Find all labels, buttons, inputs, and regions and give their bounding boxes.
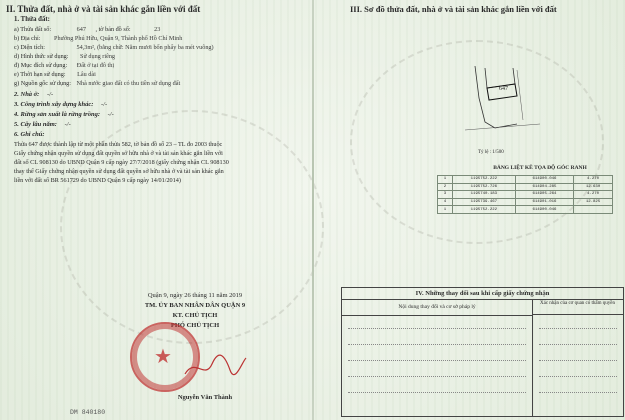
certificate-serial: DM 840180: [70, 409, 106, 416]
area-line: [14, 45, 214, 51]
blank-row-line: [539, 360, 617, 361]
usage-purpose-line: [14, 63, 114, 69]
usage-form-label: d) Hình thức sử dụng:: [14, 53, 69, 60]
forest-label: 4. Rừng sản xuất là rừng trồng:: [14, 111, 100, 118]
blank-row-line: [539, 376, 617, 377]
address-value: Phường Phú Hữu, Quận 9, Thành phố Hồ Chí Minh: [54, 35, 183, 42]
table-cell: 2: [438, 183, 453, 191]
area-label: c) Diện tích:: [14, 44, 45, 51]
house-label: 2. Nhà ở:: [14, 91, 40, 98]
table-cell: 1195752.222: [452, 176, 515, 184]
seal-star-icon: ★: [154, 346, 172, 368]
perennial-label: 5. Cây lâu năm:: [14, 121, 57, 128]
table-row: [438, 206, 613, 214]
table-cell: 1195739.467: [452, 198, 515, 206]
note-line: liền với đất số BR 561729 do UBND Quận 9 cấp ngày 14/01/2014): [14, 177, 181, 184]
changes-table-title: IV. Những thay đổi sau khi cấp giấy chứng nhận: [342, 288, 623, 300]
usage-term-label: e) Thời hạn sử dụng:: [14, 71, 66, 78]
usage-purpose-label: đ) Mục đích sử dụng:: [14, 62, 68, 69]
house-value: -/-: [46, 91, 54, 98]
address-label: b) Địa chỉ:: [14, 35, 41, 42]
parcel-sketch: [455, 60, 550, 135]
column-divider: [532, 315, 533, 416]
changes-table: [341, 287, 624, 417]
plot-number-value: 647: [76, 26, 86, 33]
changes-confirm-header: Xác nhận của cơ quan có thẩm quyền: [532, 299, 623, 315]
section-ii-title: II. Thửa đất, nhà ở và tài sản khác gắn liền với đất: [6, 4, 201, 14]
blank-row-line: [539, 344, 617, 345]
house-line: [14, 92, 53, 99]
table-cell: 4: [438, 198, 453, 206]
forest-value: -/-: [107, 111, 114, 118]
table-cell: 1195752.726: [452, 183, 515, 191]
table-cell: 12.630: [574, 183, 613, 191]
coordinate-table-title: BẢNG LIỆT KÊ TỌA ĐỘ GÓC RANH: [493, 165, 587, 171]
blank-row-line: [348, 392, 526, 393]
blank-row-line: [348, 376, 526, 377]
forest-line: [14, 112, 114, 119]
coordinate-table: [437, 175, 613, 214]
changes-content-header: Nội dung thay đổi và cơ sở pháp lý: [342, 299, 533, 316]
note-line: thay thế Giấy chứng nhận quyền sử dụng đất quyền sở hữu nhà ở và tài sản khác gắn: [14, 168, 224, 175]
table-row: [438, 176, 613, 184]
plot-number-line: [14, 27, 160, 33]
map-sheet-value: 23: [154, 26, 161, 33]
perennial-value: -/-: [64, 121, 71, 128]
table-cell: 614900.046: [515, 206, 573, 214]
blank-row-line: [539, 392, 617, 393]
signer-name: Nguyễn Văn Thành: [177, 394, 233, 401]
origin-label: g) Nguồn gốc sử dụng:: [14, 80, 71, 87]
table-cell: 614901.016: [515, 198, 573, 206]
perennial-line: [14, 122, 71, 129]
notes-heading: 6. Ghi chú:: [14, 131, 45, 138]
usage-term-line: [14, 72, 96, 78]
origin-line: [14, 81, 180, 87]
other-construction-value: -/-: [101, 101, 108, 108]
on-behalf-of-chairman: KT. CHỦ TỊCH: [172, 312, 218, 319]
table-cell: 614905.264: [515, 191, 573, 199]
address-line: [14, 36, 182, 42]
table-cell: 1: [438, 206, 453, 214]
usage-form-line: [14, 54, 115, 60]
map-scale: Tỷ lệ : 1/500: [478, 150, 504, 155]
map-sheet-label: , tờ bản đồ số:: [95, 26, 131, 33]
origin-value: Nhà nước giao đất có thu tiền sử dụng đất: [76, 80, 181, 87]
table-cell: 4.270: [574, 176, 613, 184]
table-cell: 614900.046: [515, 176, 573, 184]
usage-purpose-value: Đất ở tại đô thị: [76, 62, 115, 69]
table-row: [438, 183, 613, 191]
issuing-authority: TM. ỦY BAN NHÂN DÂN QUẬN 9: [144, 302, 246, 309]
table-row: [438, 198, 613, 206]
signer-title: PHÓ CHỦ TỊCH: [170, 322, 220, 329]
blank-row-line: [348, 328, 526, 329]
area-value: 54,3m², (bằng chữ: Năm mươi bốn phẩy ba mét vuông): [76, 44, 214, 51]
table-cell: 614904.285: [515, 183, 573, 191]
other-construction-label: 3. Công trình xây dựng khác:: [14, 101, 94, 108]
note-line: Giấy chứng nhận quyền sử dụng đất quyền sở hữu nhà ở và tài sản khác gắn liền với: [14, 150, 223, 157]
table-cell: 12.825: [574, 198, 613, 206]
table-cell: 1: [438, 176, 453, 184]
note-line: Thửa 647 được thành lập từ một phần thửa 582, tờ bản đồ số 23 – TL đo 2003 thuộc: [14, 141, 223, 148]
usage-form-value: Sử dụng riêng: [80, 53, 116, 60]
signature-scribble: [180, 352, 250, 382]
land-plot-heading: 1. Thửa đất:: [14, 16, 50, 23]
usage-term-value: Lâu dài: [77, 71, 96, 78]
table-cell: 3: [438, 191, 453, 199]
left-page: [0, 0, 312, 420]
table-cell: 1195740.183: [452, 191, 515, 199]
note-line: đất số CL 908130 do UBND Quận 9 cấp ngày 27/7/2018 (giấy chứng nhận CL 908130: [14, 159, 229, 166]
blank-row-line: [348, 360, 526, 361]
plot-number-label: a) Thửa đất số:: [14, 26, 52, 33]
parcel-label: 647: [499, 86, 508, 92]
section-iii-title: III. Sơ đồ thửa đất, nhà ở và tài sản khác gắn liền với đất: [350, 4, 557, 14]
table-cell: [574, 206, 613, 214]
blank-row-line: [348, 344, 526, 345]
blank-row-line: [539, 328, 617, 329]
other-construction-line: [14, 102, 107, 109]
table-row: [438, 191, 613, 199]
issue-place-date: Quận 9, ngày 26 tháng 11 năm 2019: [147, 292, 243, 299]
table-cell: 1195752.222: [452, 206, 515, 214]
table-cell: 4.270: [574, 191, 613, 199]
